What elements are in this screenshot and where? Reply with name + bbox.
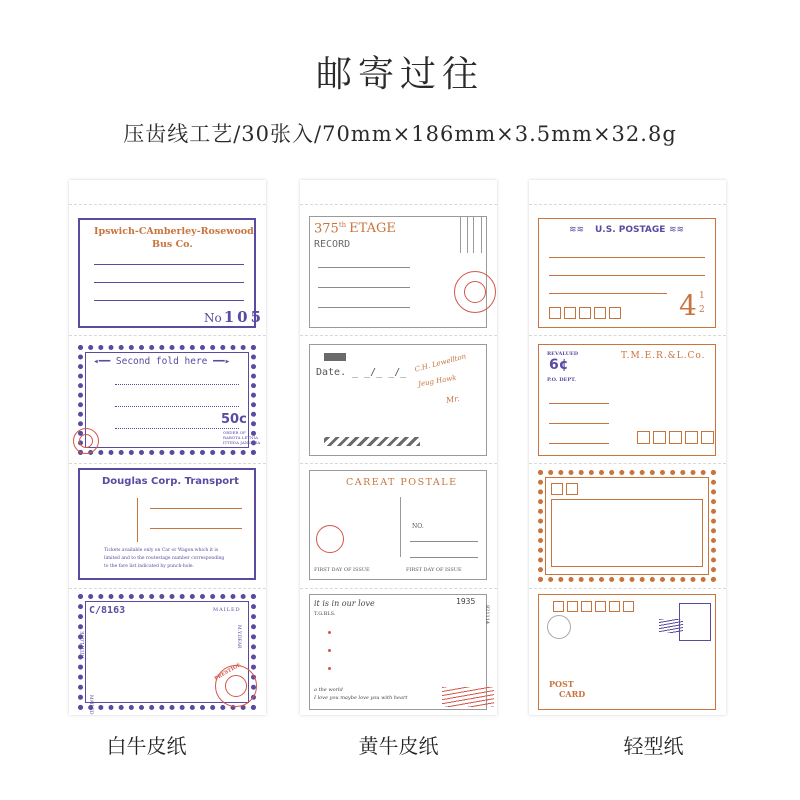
code-label: C/8163 — [89, 605, 126, 616]
card-heading: T.M.E.R.&L.Co. — [621, 351, 706, 361]
perforation — [529, 463, 726, 464]
fraction: 1 — [699, 291, 705, 301]
write-line — [549, 293, 667, 294]
write-line — [318, 287, 410, 288]
small-print: ITTEDA JANUARA — [223, 440, 261, 445]
wave-lines: ≋≋ — [669, 225, 685, 235]
sticker-card — [78, 345, 261, 455]
sticker-card — [309, 470, 487, 580]
strip-light-paper — [529, 180, 726, 715]
stamp-box — [679, 603, 711, 641]
stamp-text: PRESTIGE — [213, 662, 243, 682]
script-text: a the world — [314, 687, 343, 693]
dot-marker — [328, 631, 331, 634]
footnote: FIRST DAY OF ISSUE — [406, 567, 462, 573]
fraction: 2 — [699, 305, 705, 315]
side-text: 821114 — [484, 605, 490, 625]
mailed-label: MAILED — [213, 607, 241, 613]
sticker-card — [78, 468, 256, 580]
postcard-logo: CARD — [559, 689, 586, 699]
caption-light-paper: 轻型纸 — [623, 734, 684, 758]
write-line — [318, 267, 410, 268]
perforation — [69, 463, 266, 464]
code-boxes — [551, 483, 578, 495]
perforation — [69, 588, 266, 589]
sticker-card — [309, 216, 487, 328]
footnote: Tickets available only on Car or Wagon which it is — [104, 548, 219, 553]
stamp-box — [460, 217, 482, 253]
code-boxes — [637, 431, 714, 444]
postmark-stamp — [547, 615, 571, 639]
card-heading: Ipswich-CAmberley-Rosewood — [94, 226, 254, 237]
write-line — [115, 384, 239, 385]
sticker-card — [538, 218, 716, 328]
write-area — [551, 499, 703, 567]
footnote: FIRST DAY OF ISSUE — [314, 567, 370, 573]
dot-marker — [328, 667, 331, 670]
perforation — [529, 588, 726, 589]
page-subtitle: 压齿线工艺/30张入/70mm×186mm×3.5mm×32.8g — [123, 122, 677, 146]
sticker-card — [78, 218, 265, 328]
perforation — [529, 204, 726, 205]
year-label: 1935 — [456, 597, 476, 606]
write-line — [150, 528, 242, 529]
postmark-stamp — [225, 675, 247, 697]
sticker-card — [538, 594, 716, 710]
footnote: limited and to the routestage number corresponding — [104, 556, 225, 561]
number-label: No 105 — [204, 308, 265, 326]
dot-marker — [328, 649, 331, 652]
dept-label: P.O. DEPT. — [547, 377, 576, 383]
small-print: RABOTA LETNIA — [223, 435, 259, 440]
page-title: 邮寄过往 — [315, 54, 484, 95]
write-line — [549, 257, 705, 258]
code-boxes — [549, 307, 621, 319]
postmark-stamp — [316, 525, 344, 553]
perforation — [69, 204, 266, 205]
caption-yellow-kraft: 黄牛皮纸 — [358, 734, 439, 758]
postmark-stamp — [464, 281, 486, 303]
price-label: 50c — [221, 412, 247, 427]
card-heading: Douglas Corp. Transport — [102, 476, 239, 487]
write-line — [549, 275, 705, 276]
side-text: M.Y.DEAR — [236, 625, 241, 649]
small-print: T.G.BLS. — [314, 611, 336, 617]
postcard-logo: POST — [549, 679, 574, 689]
card-heading: 375th ETAGE — [314, 221, 396, 237]
divider — [400, 497, 401, 557]
script-text: Mr. — [445, 393, 461, 406]
sticker-card — [309, 594, 490, 710]
sticker-card — [538, 470, 716, 582]
revalued-label: REVALUED — [547, 351, 579, 357]
divider — [137, 498, 138, 542]
footnote: to the fare list indicated by punch-hole. — [104, 564, 195, 569]
write-line — [115, 406, 239, 407]
small-print: ORDER OF — [223, 430, 246, 435]
code-boxes — [553, 601, 634, 612]
write-line — [115, 428, 239, 429]
write-line — [94, 300, 244, 301]
write-line — [549, 403, 609, 404]
sticker-card — [309, 344, 487, 456]
write-line — [410, 557, 478, 558]
perforation — [300, 335, 497, 336]
denomination: 4 — [679, 289, 697, 322]
write-line — [94, 282, 244, 283]
side-text: MAILED — [88, 695, 93, 715]
sticker-card — [78, 594, 256, 715]
perforation — [69, 335, 266, 336]
sticker-card — [538, 344, 716, 456]
write-line — [94, 264, 244, 265]
card-subheading: RECORD — [314, 239, 351, 250]
perforation — [300, 588, 497, 589]
price-label: 6¢ — [549, 357, 569, 373]
write-line — [318, 307, 410, 308]
script-text: it is in our love — [314, 599, 375, 608]
perforation — [300, 463, 497, 464]
write-line — [150, 508, 242, 509]
script-text: C.H. Lewellton — [413, 352, 467, 374]
write-line — [549, 443, 609, 444]
no-label: NO. — [412, 523, 424, 530]
hatch-bar — [324, 437, 420, 446]
side-text: WITH LOVE — [81, 631, 86, 659]
write-line — [410, 541, 478, 542]
cancel-wave-lines — [442, 687, 494, 707]
card-heading: Bus Co. — [152, 239, 193, 250]
write-line — [549, 423, 609, 424]
caption-white-kraft: 白牛皮纸 — [106, 734, 187, 758]
label-block — [324, 353, 346, 361]
date-field: Date. _ _/_ _/_ — [316, 367, 407, 378]
perforation — [300, 204, 497, 205]
postmark-stamp — [79, 434, 93, 448]
cancel-wave-lines — [659, 619, 683, 633]
perforation — [529, 335, 726, 336]
strip-white-kraft — [69, 180, 266, 715]
wave-lines: ≋≋ — [569, 225, 585, 235]
script-text: I love you maybe love you with heart — [314, 695, 408, 701]
strip-yellow-kraft — [300, 180, 497, 715]
card-heading: U.S. POSTAGE — [595, 225, 666, 235]
card-heading: CAREAT POSTALE — [346, 477, 458, 488]
script-text: Jeug Hawk — [417, 373, 458, 389]
card-heading: ◂━━ Second fold here ━━▸ — [93, 356, 231, 367]
